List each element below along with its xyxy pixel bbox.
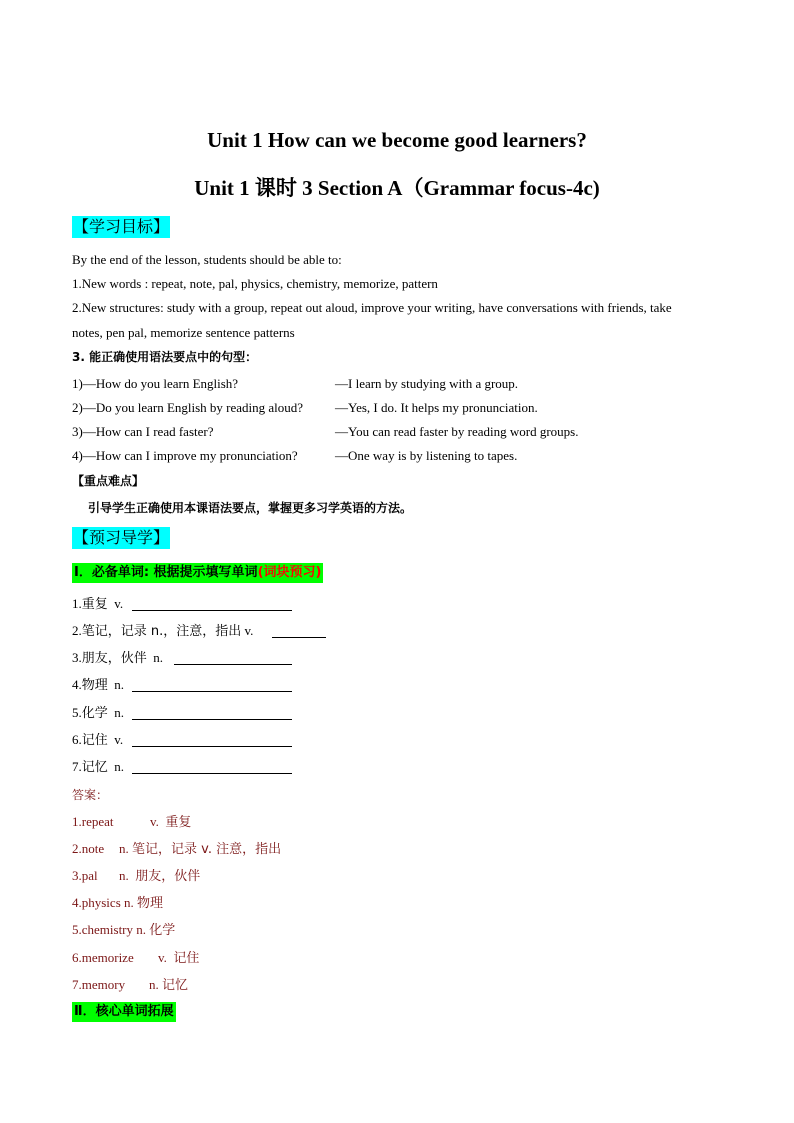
answer-row: 6.memorize v. 记住 [72, 950, 200, 966]
answer-blank[interactable] [132, 679, 292, 692]
answer-blank[interactable] [132, 707, 292, 720]
lesson-subtitle: Unit 1 课时 3 Section A（Grammar focus-4c) [194, 176, 600, 200]
part1-label-red: (词块预习) [257, 565, 322, 580]
vocab-item: 4.物理 n. [72, 677, 125, 693]
part2-label: Ⅱ．核心单词拓展 [74, 1004, 174, 1019]
answer-row: 2.note n. 笔记，记录 v. 注意，指出 [72, 841, 282, 857]
vocab-item: 3.朋友，伙伴 n. [72, 650, 164, 666]
dialogue-a-1: —I learn by studying with a group. [335, 376, 519, 391]
dialogue-a-3: —You can read faster by reading word groups. [335, 424, 579, 439]
answer-row: 1.repeat v. 重复 [72, 814, 192, 830]
goals-intro: By the end of the lesson, students should be able to: [72, 252, 342, 267]
dialogue-q-1: 1)—How do you learn English? [72, 376, 239, 391]
answer-blank[interactable] [132, 761, 292, 774]
vocab-item: 5.化学 n. [72, 705, 125, 721]
vocab-item: 7.记忆 n. [72, 759, 125, 775]
answer-blank[interactable] [132, 598, 292, 611]
vocab-item: 6.记住 v. [72, 732, 124, 748]
answer-row: 5.chemistry n. 化学 [72, 922, 176, 938]
answer-row: 7.memory n. 记忆 [72, 977, 189, 993]
main-title: Unit 1 How can we become good learners? [207, 128, 587, 152]
answer-blank[interactable] [174, 652, 292, 665]
dialogue-q-4: 4)—How can I improve my pronunciation? [72, 448, 298, 463]
answers-label: 答案： [72, 788, 109, 802]
keypoints-heading: 【重点难点】 [72, 474, 145, 488]
dialogue-q-3: 3)—How can I read faster? [72, 424, 214, 439]
part1-label: Ⅰ．必备单词: 根据提示填写单词 [74, 565, 258, 580]
answer-row: 4.physics n. 物理 [72, 895, 164, 911]
dialogue-a-2: —Yes, I do. It helps my pronunciation. [335, 400, 538, 415]
goal-new-structures-cont: notes, pen pal, memorize sentence patterns [72, 325, 295, 340]
answer-blank[interactable] [272, 625, 326, 638]
vocab-item: 1.重复 v. [72, 596, 124, 612]
answer-row: 3.pal n. 朋友，伙伴 [72, 868, 201, 884]
dialogue-q-2: 2)—Do you learn English by reading aloud? [72, 400, 304, 415]
answer-blank[interactable] [132, 734, 292, 747]
goal-new-words: 1.New words : repeat, note, pal, physics, chemistry, memorize, pattern [72, 276, 438, 291]
keypoints-text: 引导学生正确使用本课语法要点，掌握更多习学英语的方法。 [88, 501, 413, 515]
part2-bar [72, 1002, 176, 1022]
goal-new-structures: 2.New structures: study with a group, repeat out aloud, improve your writing, have conversations with friends, take [72, 300, 672, 315]
dialogue-a-4: —One way is by listening to tapes. [335, 448, 518, 463]
part1-bar [72, 563, 323, 583]
preview-heading: 【预习导学】 [73, 528, 170, 547]
learning-goals-heading: 【学习目标】 [73, 217, 170, 236]
goal-grammar: 3. 能正确使用语法要点中的句型： [72, 350, 258, 364]
vocab-item: 2.笔记，记录 n.，注意，指出 v. [72, 623, 254, 639]
